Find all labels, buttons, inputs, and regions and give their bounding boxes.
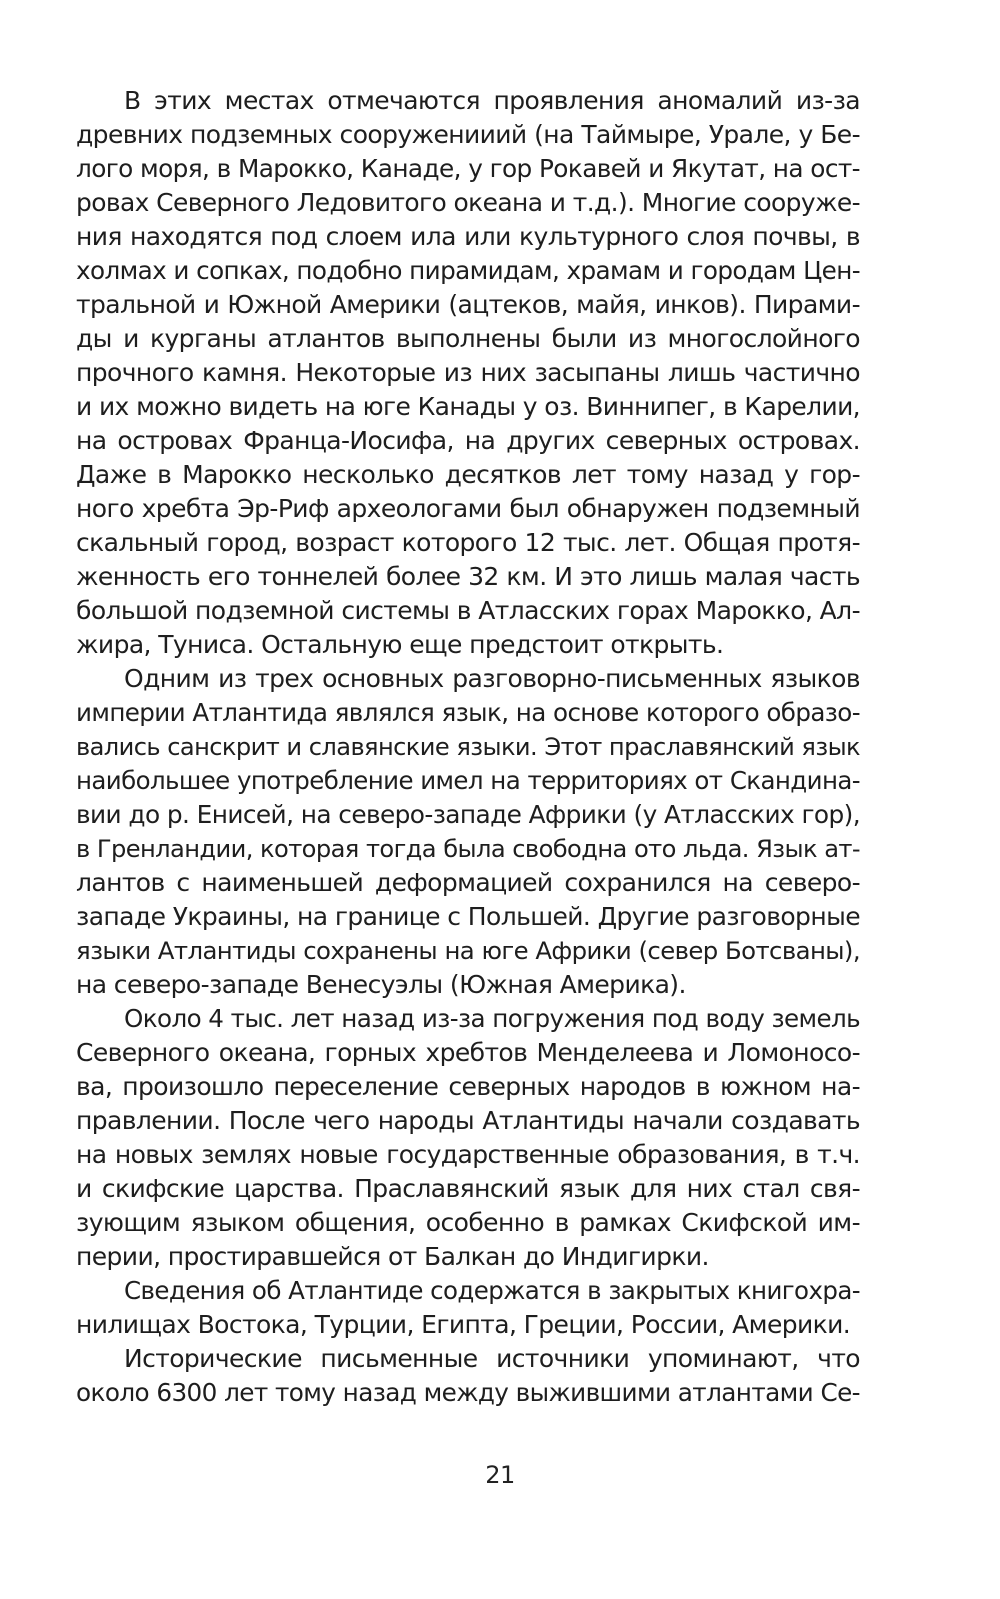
paragraph [76, 84, 860, 662]
text-line: на новых землях новые государственные образования, в т.ч. [76, 1140, 860, 1169]
text-line: холмах и сопках, подобно пирамидам, храмам и городам Цен- [76, 256, 860, 285]
text-line: ния находятся под слоем ила или культурного слоя почвы, в [76, 222, 860, 251]
text-line: империи Атлантида являлся язык, на основе которого образо- [76, 698, 860, 727]
text-line: лантов с наименьшей деформацией сохранился на северо- [76, 868, 860, 897]
text-line: ды и курганы атлантов выполнены были из многослойного [76, 324, 860, 353]
text-line: Даже в Марокко несколько десятков лет тому назад у гор- [76, 460, 860, 489]
text-line: тральной и Южной Америки (ацтеков, майя, инков). Пирами- [76, 290, 860, 319]
text-line: ровах Северного Ледовитого океана и т.д.). Многие сооруже- [76, 188, 860, 217]
text-line: языки Атлантиды сохранены на юге Африки (север Ботсваны), [76, 936, 860, 965]
text-line: Исторические письменные источники упоминают, что [124, 1344, 860, 1373]
text-line: около 6300 лет тому назад между выжившими атлантами Се- [76, 1378, 860, 1407]
paragraph [76, 1342, 860, 1410]
text-line: вались санскрит и славянские языки. Этот праславянский язык [76, 733, 860, 761]
text-line: В этих местах отмечаются проявления аномалий из-за [124, 86, 860, 115]
text-line: Сведения об Атлантиде содержатся в закрытых книгохра- [124, 1276, 860, 1305]
text-line: Одним из трех основных разговорно-письменных языков [124, 664, 860, 693]
text-line: правлении. После чего народы Атлантиды начали создавать [76, 1106, 860, 1135]
text-line: наибольшее употребление имел на территориях от Скандина- [76, 766, 860, 795]
text-line: Северного океана, горных хребтов Менделеева и Ломоносо- [76, 1038, 860, 1067]
text-line: зующим языком общения, особенно в рамках Скифской им- [76, 1208, 860, 1237]
text-line: западе Украины, на границе с Польшей. Другие разговорные [76, 902, 860, 931]
paragraph [76, 1274, 860, 1342]
paragraph [76, 662, 860, 1002]
text-line: и их можно видеть на юге Канады у оз. Виннипег, в Карелии, [76, 392, 860, 421]
text-line: в Гренландии, которая тогда была свободна ото льда. Язык ат- [76, 835, 860, 863]
text-line: нилищах Востока, Турции, Египта, Греции, России, Америки. [76, 1310, 851, 1339]
text-line: женность его тоннелей более 32 км. И это лишь малая часть [76, 562, 860, 591]
paragraph [76, 1002, 860, 1274]
body-text [76, 84, 860, 1410]
text-line: жира, Туниса. Остальную еще предстоит открыть. [76, 630, 724, 659]
text-line: ного хребта Эр-Риф археологами был обнаружен подземный [76, 494, 860, 523]
text-line: большой подземной системы в Атласских горах Марокко, Ал- [76, 596, 860, 625]
text-line: на островах Франца-Иосифа, на других северных островах. [76, 426, 860, 455]
text-line: прочного камня. Некоторые из них засыпаны лишь частично [76, 358, 860, 387]
text-line: Около 4 тыс. лет назад из-за погружения под воду земель [124, 1004, 860, 1033]
text-line: на северо-западе Венесуэлы (Южная Америка). [76, 970, 686, 999]
text-line: лого моря, в Марокко, Канаде, у гор Рокавей и Якутат, на ост- [76, 154, 860, 183]
text-line: вии до р. Енисей, на северо-западе Африки (у Атласских гор), [76, 800, 860, 829]
text-line: и скифские царства. Праславянский язык для них стал свя- [76, 1174, 860, 1203]
text-line: ва, произошло переселение северных народов в южном на- [76, 1072, 860, 1101]
page-number: 21 [485, 1461, 515, 1489]
text-line: скальный город, возраст которого 12 тыс. лет. Общая протя- [76, 528, 860, 557]
text-line: перии, простиравшейся от Балкан до Индигирки. [76, 1242, 709, 1271]
text-line: древних подземных сооруженииий (на Таймыре, Урале, у Бе- [76, 120, 860, 149]
